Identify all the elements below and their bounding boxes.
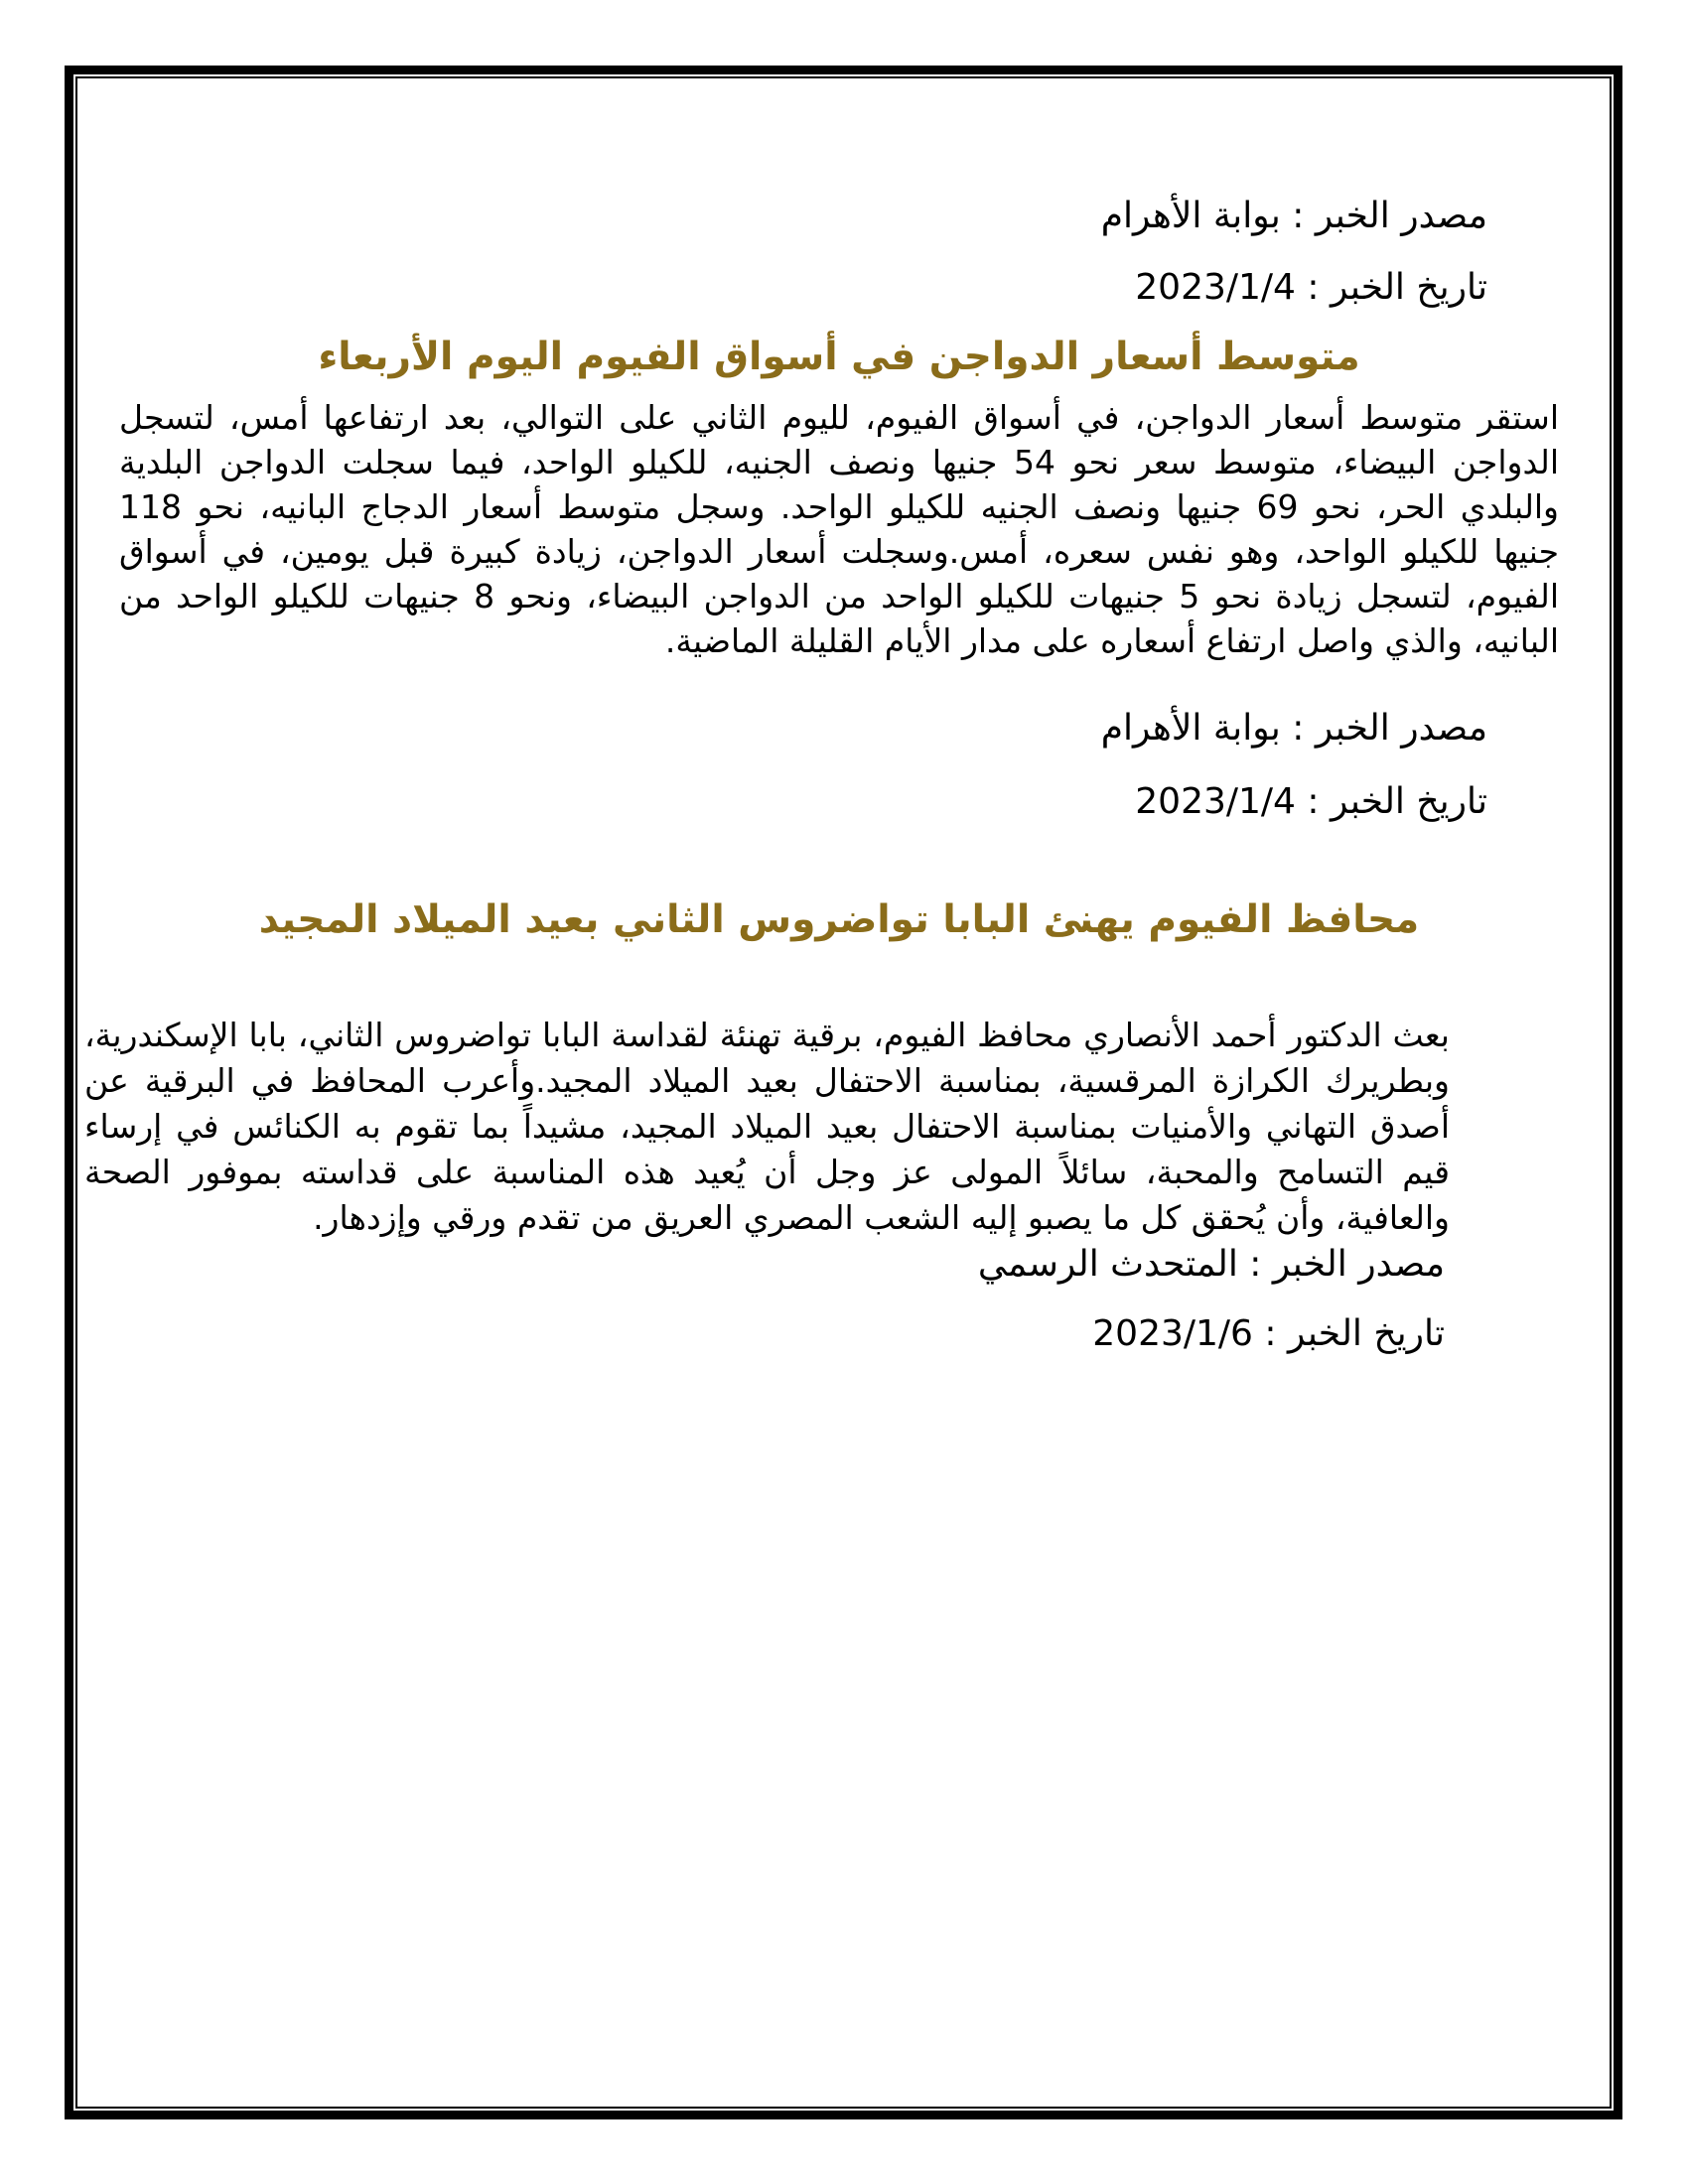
article1-title: متوسط أسعار الدواجن في أسواق الفيوم اليوم الأربعاء (318, 335, 1360, 379)
article1-source-line-after: مصدر الخبر : بوابة الأهرام (1100, 708, 1487, 749)
article2-title: محافظ الفيوم يهنئ البابا تواضروس الثاني بعيد الميلاد المجيد (258, 897, 1420, 942)
article1-source-line: مصدر الخبر : بوابة الأهرام (1100, 196, 1487, 236)
article2-date-line: تاريخ الخبر : 2023/1/6 (1092, 1313, 1445, 1354)
article1-body: استقر متوسط أسعار الدواجن، في أسواق الفيوم، لليوم الثاني على التوالي، بعد ارتفاعها أمس، لتسجل الدواجن البيضاء، متوسط سعر نحو 54 جنيها ونصف الجنيه، للكيلو الواحد، فيما سجلت الدواجن البلدية والبلدي الحر، نحو 69 جنيها ونصف الجنيه للكيلو الواحد. وسجل متوسط أسعار الدجاج البانيه، نحو 118 جنيها للكيلو الواحد، وهو نفس سعره، أمس.وسجلت أسعار الدواجن، زيادة كبيرة قبل يومين، في أسواق الفيوم، لتسجل زيادة نحو 5 جنيهات للكيلو الواحد من الدواجن البيضاء، ونحو 8 جنيهات للكيلو الواحد من البانيه، والذي واصل ارتفاع أسعاره على مدار الأيام القليلة الماضية. (119, 398, 1560, 660)
article2-body: بعث الدكتور أحمد الأنصاري محافظ الفيوم، برقية تهنئة لقداسة البابا تواضروس الثاني، بابا الإسكندرية، وبطريرك الكرازة المرقسية، بمناسبة الاحتفال بعيد الميلاد المجيد.وأعرب المحافظ في البرقية عن أصدق التهاني والأمنيات بمناسبة الاحتفال بعيد الميلاد المجيد، مشيداً بما تقوم به الكنائس في إرساء قيم التسامح والمحبة، سائلاً المولى عز وجل أن يُعيد هذه المناسبة على قداسته بموفور الصحة والعافية، وأن يُحقق كل ما يصبو إليه الشعب المصري العريق من تقدم ورقي وإزدهار. (84, 1016, 1450, 1237)
article1-date-line-after: تاريخ الخبر : 2023/1/4 (1135, 781, 1487, 822)
article2-source-line: مصدر الخبر : المتحدث الرسمي (977, 1244, 1445, 1285)
article1-date-line: تاريخ الخبر : 2023/1/4 (1135, 267, 1487, 308)
